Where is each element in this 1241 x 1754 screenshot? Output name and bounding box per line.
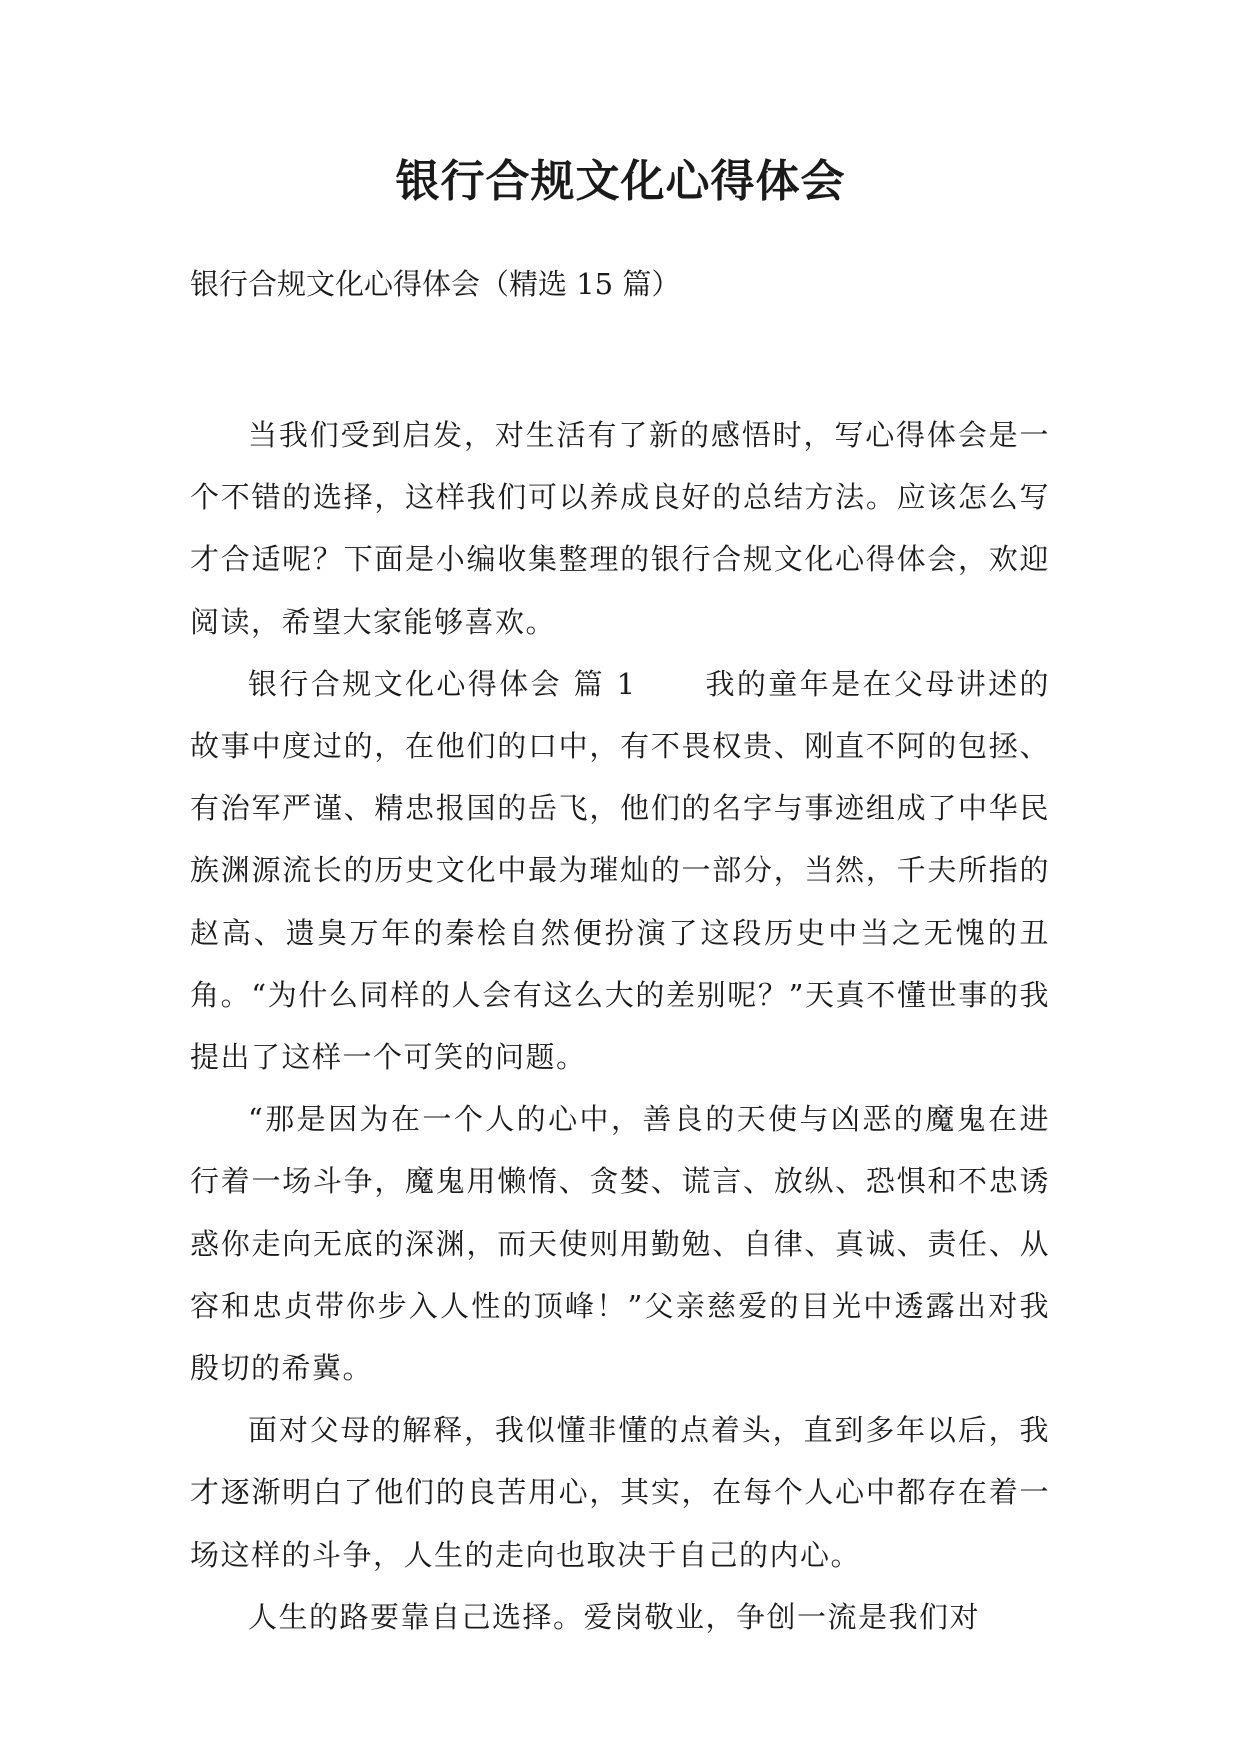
paragraph-text: “那是因为在一个人的心中，善良的天使与凶恶的魔鬼在进行着一场斗争，魔鬼用懒惰、贪婪、谎言、放纵、恐惧和不忠诱惑你走向无底的深渊，而天使则用勤勉、自律、真诚、责任、从容和忠贞带你步入人性的顶峰！”父亲慈爱的目光中透露出对我殷切的希冀。 — [190, 1102, 1050, 1386]
paragraph-life-path — [190, 1586, 1050, 1648]
paragraph-understanding — [190, 1399, 1050, 1586]
paragraph-text: 人生的路要靠自己选择。爱岗敬业，争创一流是我们对 — [248, 1599, 981, 1634]
paragraph-text: 我的童年是在父母讲述的故事中度过的，在他们的口中，有不畏权贵、刚直不阿的包拯、有治军严谨、精忠报国的岳飞，他们的名字与事迹组成了中华民族渊源流长的历史文化中最为璀灿的一部分，当然，千夫所指的赵高、遗臭万年的秦桧自然便扮演了这段历史中当之无愧的丑角。“为什么同样的人会有这么大的差别呢？”天真不懂世事的我提出了这样一个可笑的问题。 — [190, 666, 1050, 1075]
paragraph-text: 当我们受到启发，对生活有了新的感悟时，写心得体会是一个不错的选择，这样我们可以养成良好的总结方法。应该怎么写才合适呢？下面是小编收集整理的银行合规文化心得体会，欢迎阅读，希望大家能够喜欢。 — [190, 418, 1050, 639]
document-body — [190, 404, 1050, 1648]
document-subtitle: 银行合规文化心得体会（精选 15 篇） — [190, 267, 681, 301]
paragraph-father-quote — [190, 1088, 1050, 1399]
section-heading: 银行合规文化心得体会 篇 1 — [248, 666, 637, 701]
paragraph-text: 面对父母的解释，我似懂非懂的点着头，直到多年以后，我才逐渐明白了他们的良苦用心，其实，在每个人心中都存在着一场这样的斗争，人生的走向也取决于自己的内心。 — [190, 1413, 1050, 1572]
paragraph-section-1 — [190, 653, 1050, 1088]
paragraph-intro — [190, 404, 1050, 653]
document-title: 银行合规文化心得体会 — [395, 156, 846, 207]
